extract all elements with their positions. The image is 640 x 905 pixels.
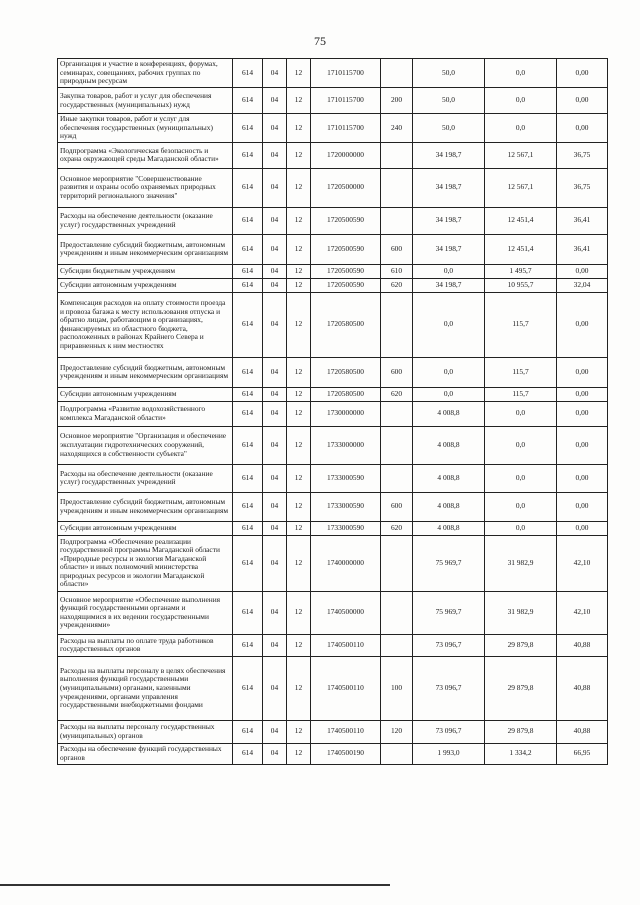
cell-admin-code: 614 [233, 387, 263, 401]
cell-subsection: 12 [287, 168, 311, 207]
cell-section: 04 [263, 464, 287, 492]
table-row [58, 535, 608, 591]
cell-section: 04 [263, 521, 287, 535]
cell-percent: 36,75 [557, 168, 608, 207]
cell-expense-type [381, 464, 413, 492]
cell-expense-type [381, 634, 413, 656]
cell-target-article: 1710115700 [311, 114, 381, 143]
table-row [58, 634, 608, 656]
cell-name: Расходы на выплаты персоналу государственных (муниципальных) органов [58, 720, 233, 743]
cell-name: Предоставление субсидий бюджетным, автономным учреждениям и иным некоммерческим организациям [58, 234, 233, 264]
table-row [58, 264, 608, 278]
cell-subsection: 12 [287, 292, 311, 357]
cell-executed: 31 982,9 [485, 535, 557, 591]
cell-percent: 0,00 [557, 88, 608, 114]
cell-executed: 29 879,8 [485, 720, 557, 743]
cell-section: 04 [263, 264, 287, 278]
cell-percent: 0,00 [557, 114, 608, 143]
table-row [58, 492, 608, 521]
cell-subsection: 12 [287, 521, 311, 535]
cell-target-article: 1740000000 [311, 535, 381, 591]
cell-section: 04 [263, 207, 287, 234]
cell-expense-type [381, 142, 413, 168]
cell-executed: 0,0 [485, 492, 557, 521]
cell-plan: 0,0 [413, 292, 485, 357]
cell-subsection: 12 [287, 114, 311, 143]
table-row [58, 168, 608, 207]
cell-target-article: 1720500590 [311, 234, 381, 264]
cell-executed: 0,0 [485, 401, 557, 426]
cell-target-article: 1720500590 [311, 278, 381, 292]
cell-admin-code: 614 [233, 207, 263, 234]
table-body [58, 59, 608, 765]
cell-target-article: 1720580500 [311, 292, 381, 357]
cell-executed: 1 334,2 [485, 743, 557, 764]
cell-percent: 0,00 [557, 264, 608, 278]
cell-section: 04 [263, 535, 287, 591]
cell-section: 04 [263, 114, 287, 143]
cell-section: 04 [263, 292, 287, 357]
cell-expense-type: 200 [381, 88, 413, 114]
cell-expense-type [381, 292, 413, 357]
cell-percent: 32,04 [557, 278, 608, 292]
cell-executed: 12 567,1 [485, 168, 557, 207]
cell-expense-type: 620 [381, 278, 413, 292]
cell-subsection: 12 [287, 535, 311, 591]
cell-subsection: 12 [287, 720, 311, 743]
cell-subsection: 12 [287, 492, 311, 521]
cell-admin-code: 614 [233, 234, 263, 264]
table-row [58, 743, 608, 764]
cell-name: Подпрограмма «Обеспечение реализации государственной программы Магаданской области «Природные ресурсы и экология Магаданской области» и иных полномочий министерства природных ресурсов и экологии Магаданской области» [58, 535, 233, 591]
cell-admin-code: 614 [233, 292, 263, 357]
cell-expense-type: 620 [381, 387, 413, 401]
cell-admin-code: 614 [233, 591, 263, 634]
cell-admin-code: 614 [233, 401, 263, 426]
table-row [58, 88, 608, 114]
cell-percent: 0,00 [557, 387, 608, 401]
cell-section: 04 [263, 59, 287, 88]
cell-plan: 0,0 [413, 264, 485, 278]
cell-admin-code: 614 [233, 720, 263, 743]
cell-plan: 4 008,8 [413, 521, 485, 535]
cell-subsection: 12 [287, 426, 311, 464]
cell-expense-type: 120 [381, 720, 413, 743]
cell-name: Основное мероприятие "Совершенствование развития и охраны особо охраняемых природных территорий регионального значения" [58, 168, 233, 207]
cell-expense-type: 600 [381, 492, 413, 521]
cell-plan: 73 096,7 [413, 634, 485, 656]
cell-percent: 0,00 [557, 426, 608, 464]
cell-name: Закупка товаров, работ и услуг для обеспечения государственных (муниципальных) нужд [58, 88, 233, 114]
cell-executed: 12 451,4 [485, 234, 557, 264]
cell-section: 04 [263, 387, 287, 401]
cell-section: 04 [263, 234, 287, 264]
cell-admin-code: 614 [233, 168, 263, 207]
table-row [58, 720, 608, 743]
cell-target-article: 1733000000 [311, 426, 381, 464]
cell-plan: 73 096,7 [413, 656, 485, 720]
cell-percent: 0,00 [557, 492, 608, 521]
cell-executed: 29 879,8 [485, 634, 557, 656]
cell-subsection: 12 [287, 59, 311, 88]
cell-name: Иные закупки товаров, работ и услуг для обеспечения государственных (муниципальных) нужд [58, 114, 233, 143]
table-row [58, 234, 608, 264]
cell-name: Расходы на обеспечение деятельности (оказание услуг) государственных учреждений [58, 464, 233, 492]
table-row [58, 114, 608, 143]
cell-expense-type [381, 535, 413, 591]
cell-executed: 0,0 [485, 59, 557, 88]
cell-subsection: 12 [287, 634, 311, 656]
cell-section: 04 [263, 142, 287, 168]
bottom-rule [0, 884, 390, 886]
cell-plan: 0,0 [413, 357, 485, 387]
cell-section: 04 [263, 634, 287, 656]
cell-subsection: 12 [287, 464, 311, 492]
cell-target-article: 1720000000 [311, 142, 381, 168]
cell-subsection: 12 [287, 387, 311, 401]
cell-name: Субсидии автономным учреждениям [58, 278, 233, 292]
cell-admin-code: 614 [233, 535, 263, 591]
cell-target-article: 1740500110 [311, 720, 381, 743]
cell-admin-code: 614 [233, 114, 263, 143]
cell-plan: 4 008,8 [413, 492, 485, 521]
cell-expense-type: 600 [381, 234, 413, 264]
cell-admin-code: 614 [233, 521, 263, 535]
cell-expense-type [381, 743, 413, 764]
cell-name: Основное мероприятие «Обеспечение выполнения функций государственными органами и находящимися в их ведении государственными учреждениями» [58, 591, 233, 634]
cell-admin-code: 614 [233, 142, 263, 168]
cell-plan: 0,0 [413, 387, 485, 401]
cell-section: 04 [263, 88, 287, 114]
cell-target-article: 1720580500 [311, 387, 381, 401]
cell-target-article: 1710115700 [311, 88, 381, 114]
cell-percent: 0,00 [557, 521, 608, 535]
cell-plan: 4 008,8 [413, 401, 485, 426]
cell-target-article: 1720500590 [311, 207, 381, 234]
cell-admin-code: 614 [233, 88, 263, 114]
cell-executed: 1 495,7 [485, 264, 557, 278]
cell-admin-code: 614 [233, 426, 263, 464]
cell-executed: 0,0 [485, 426, 557, 464]
cell-plan: 34 198,7 [413, 207, 485, 234]
table-row [58, 464, 608, 492]
cell-executed: 29 879,8 [485, 656, 557, 720]
cell-name: Организация и участие в конференциях, форумах, семинарах, совещаниях, рабочих группах по природным ресурсам [58, 59, 233, 88]
cell-name: Субсидии бюджетным учреждениям [58, 264, 233, 278]
cell-admin-code: 614 [233, 59, 263, 88]
cell-name: Предоставление субсидий бюджетным, автономным учреждениям и иным некоммерческим организациям [58, 357, 233, 387]
cell-name: Субсидии автономным учреждениям [58, 387, 233, 401]
cell-plan: 75 969,7 [413, 535, 485, 591]
cell-executed: 0,0 [485, 464, 557, 492]
cell-plan: 73 096,7 [413, 720, 485, 743]
budget-table [57, 58, 608, 765]
cell-percent: 36,41 [557, 207, 608, 234]
cell-plan: 50,0 [413, 88, 485, 114]
cell-section: 04 [263, 720, 287, 743]
cell-expense-type: 600 [381, 357, 413, 387]
cell-target-article: 1740500110 [311, 634, 381, 656]
cell-executed: 0,0 [485, 88, 557, 114]
cell-expense-type: 610 [381, 264, 413, 278]
cell-admin-code: 614 [233, 492, 263, 521]
cell-percent: 40,88 [557, 720, 608, 743]
cell-executed: 115,7 [485, 387, 557, 401]
cell-subsection: 12 [287, 264, 311, 278]
cell-admin-code: 614 [233, 278, 263, 292]
cell-admin-code: 614 [233, 634, 263, 656]
table-row [58, 387, 608, 401]
cell-target-article: 1733000590 [311, 521, 381, 535]
cell-subsection: 12 [287, 591, 311, 634]
table-row [58, 292, 608, 357]
cell-name: Субсидии автономным учреждениям [58, 521, 233, 535]
cell-executed: 31 982,9 [485, 591, 557, 634]
page-number: 75 [314, 34, 326, 48]
cell-executed: 0,0 [485, 114, 557, 143]
cell-expense-type: 100 [381, 656, 413, 720]
cell-target-article: 1740500000 [311, 591, 381, 634]
cell-subsection: 12 [287, 743, 311, 764]
cell-subsection: 12 [287, 278, 311, 292]
cell-admin-code: 614 [233, 264, 263, 278]
cell-subsection: 12 [287, 357, 311, 387]
cell-name: Компенсация расходов на оплату стоимости проезда и провоза багажа к месту использования отпуска и обратно лицам, работающим в организациях, финансируемых из областного бюджета, расположенных в районах Крайнего Севера и приравненных к ним местностях [58, 292, 233, 357]
cell-plan: 34 198,7 [413, 278, 485, 292]
cell-admin-code: 614 [233, 743, 263, 764]
cell-percent: 42,10 [557, 591, 608, 634]
cell-target-article: 1733000590 [311, 492, 381, 521]
cell-percent: 36,75 [557, 142, 608, 168]
cell-executed: 12 451,4 [485, 207, 557, 234]
cell-plan: 50,0 [413, 59, 485, 88]
cell-name: Предоставление субсидий бюджетным, автономным учреждениям и иным некоммерческим организациям [58, 492, 233, 521]
cell-target-article: 1733000590 [311, 464, 381, 492]
cell-plan: 75 969,7 [413, 591, 485, 634]
cell-percent: 0,00 [557, 357, 608, 387]
table-row [58, 142, 608, 168]
table-row [58, 59, 608, 88]
cell-section: 04 [263, 357, 287, 387]
cell-expense-type [381, 426, 413, 464]
cell-section: 04 [263, 656, 287, 720]
cell-expense-type [381, 168, 413, 207]
cell-subsection: 12 [287, 234, 311, 264]
cell-subsection: 12 [287, 142, 311, 168]
cell-plan: 50,0 [413, 114, 485, 143]
cell-percent: 40,88 [557, 634, 608, 656]
cell-section: 04 [263, 168, 287, 207]
cell-target-article: 1720500590 [311, 264, 381, 278]
table-row [58, 278, 608, 292]
cell-name: Основное мероприятие "Организация и обеспечение эксплуатации гидротехнических сооружений, находящихся в собственности субъекта" [58, 426, 233, 464]
table-row [58, 656, 608, 720]
cell-percent: 0,00 [557, 292, 608, 357]
cell-name: Расходы на выплаты персоналу в целях обеспечения выполнения функций государственными (муниципальными) органами, казенными учреждениями, органами управления государственными внебюджетными фондами [58, 656, 233, 720]
cell-percent: 0,00 [557, 464, 608, 492]
cell-executed: 115,7 [485, 357, 557, 387]
cell-plan: 34 198,7 [413, 168, 485, 207]
cell-target-article: 1740500190 [311, 743, 381, 764]
table-row [58, 521, 608, 535]
table-row [58, 207, 608, 234]
cell-section: 04 [263, 401, 287, 426]
table-row [58, 357, 608, 387]
cell-percent: 40,88 [557, 656, 608, 720]
cell-expense-type [381, 207, 413, 234]
cell-section: 04 [263, 426, 287, 464]
cell-percent: 0,00 [557, 401, 608, 426]
cell-executed: 10 955,7 [485, 278, 557, 292]
cell-plan: 4 008,8 [413, 464, 485, 492]
cell-executed: 0,0 [485, 521, 557, 535]
cell-percent: 42,10 [557, 535, 608, 591]
cell-name: Расходы на выплаты по оплате труда работников государственных органов [58, 634, 233, 656]
cell-plan: 1 993,0 [413, 743, 485, 764]
cell-percent: 36,41 [557, 234, 608, 264]
cell-admin-code: 614 [233, 357, 263, 387]
cell-section: 04 [263, 278, 287, 292]
cell-section: 04 [263, 591, 287, 634]
cell-expense-type: 240 [381, 114, 413, 143]
cell-target-article: 1730000000 [311, 401, 381, 426]
cell-subsection: 12 [287, 207, 311, 234]
cell-plan: 34 198,7 [413, 234, 485, 264]
table-row [58, 401, 608, 426]
cell-name: Расходы на обеспечение функций государственных органов [58, 743, 233, 764]
cell-admin-code: 614 [233, 656, 263, 720]
table-row [58, 591, 608, 634]
cell-name: Расходы на обеспечение деятельности (оказание услуг) государственных учреждений [58, 207, 233, 234]
cell-plan: 4 008,8 [413, 426, 485, 464]
cell-expense-type [381, 401, 413, 426]
cell-percent: 66,95 [557, 743, 608, 764]
cell-percent: 0,00 [557, 59, 608, 88]
cell-target-article: 1740500110 [311, 656, 381, 720]
cell-section: 04 [263, 743, 287, 764]
cell-executed: 12 567,1 [485, 142, 557, 168]
cell-expense-type [381, 59, 413, 88]
cell-executed: 115,7 [485, 292, 557, 357]
cell-target-article: 1710115700 [311, 59, 381, 88]
cell-subsection: 12 [287, 401, 311, 426]
cell-target-article: 1720500000 [311, 168, 381, 207]
cell-subsection: 12 [287, 88, 311, 114]
cell-admin-code: 614 [233, 464, 263, 492]
cell-expense-type: 620 [381, 521, 413, 535]
cell-section: 04 [263, 492, 287, 521]
cell-plan: 34 198,7 [413, 142, 485, 168]
cell-name: Подпрограмма «Экологическая безопасность и охрана окружающей среды Магаданской области» [58, 142, 233, 168]
cell-subsection: 12 [287, 656, 311, 720]
cell-name: Подпрограмма «Развитие водохозяйственного комплекса Магаданской области» [58, 401, 233, 426]
table-row [58, 426, 608, 464]
cell-expense-type [381, 591, 413, 634]
cell-target-article: 1720580500 [311, 357, 381, 387]
